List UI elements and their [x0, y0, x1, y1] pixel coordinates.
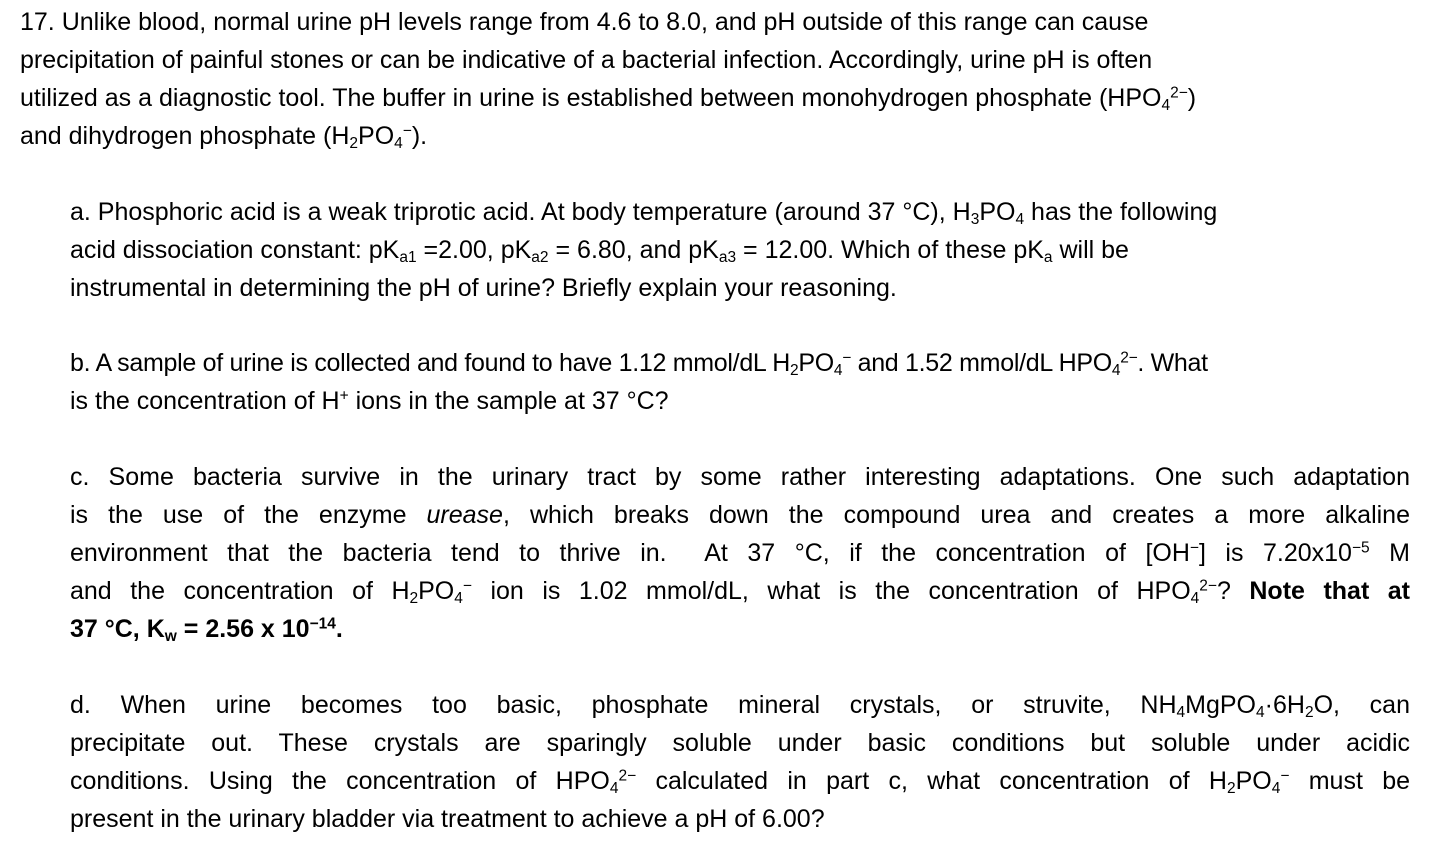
- part-b-line-2: is the concentration of H+ ions in the sample at 37 °C?: [70, 387, 669, 415]
- urease-term: urease: [426, 501, 503, 529]
- kw-bold: 37 °C, $K_w = 2.56$ x $10^{-14}$.: [70, 615, 343, 645]
- part-c-line-5: [70, 610, 1410, 648]
- part-c: [70, 458, 1410, 648]
- part-d-line-1: d. When urine becomes too basic, phosphate mineral crystals, or struvite, $NH_4MgPO_4\cdot 6H_2O$, can: [70, 691, 1410, 721]
- intro-line-1-text: Unlike blood, normal urine pH levels range from 4.6 to 8.0, and pH outside of this range can cause: [61, 8, 1149, 36]
- intro-line-1: [20, 3, 1410, 41]
- part-c-line-3: environment that the bacteria tend to thrive in. At 37 °C, if the concentration of [OH−] is $7.20x10^{-5}$ M: [70, 539, 1410, 567]
- question-number: 17.: [20, 8, 55, 36]
- part-d-line-2: precipitate out. These crystals are sparingly soluble under basic conditions but soluble under acidic: [70, 729, 1410, 757]
- part-a-line-3: instrumental in determining the pH of urine? Briefly explain your reasoning.: [70, 274, 897, 302]
- part-d-line-4: present in the urinary bladder via treatment to achieve a pH of 6.00?: [70, 805, 825, 833]
- part-a-line-2: acid dissociation constant: $pK_{a1} =2.00$, $pK_{a2} = 6.80$, and $pK_{a3} = 12.00$. Which of these $pK_a$ will be: [70, 236, 1129, 266]
- intro-line-4: and dihydrogen phosphate $(H_2PO_4^-)$.: [20, 122, 428, 152]
- question-intro: [20, 3, 1410, 155]
- part-d-line-3: conditions. Using the concentration of $HPO_4^{2-}$ calculated in part c, what concentration of $H_2PO_4^-$ must be: [70, 767, 1410, 797]
- part-b: [70, 344, 1410, 420]
- part-c-line-2: is the use of the enzyme urease, which breaks down the compound urea and creates a more alkaline: [70, 501, 1410, 529]
- part-a: [70, 193, 1410, 307]
- part-c-line-1: c. Some bacteria survive in the urinary tract by some rather interesting adaptations. One such adaptation: [70, 463, 1410, 491]
- part-d: [70, 686, 1410, 838]
- part-c-line-4: and the concentration of $H_2PO_4^-$ ion is 1.02 mmol/dL, what is the concentration of $HPO_4^{2-}$? Note that at: [70, 577, 1410, 607]
- intro-line-3: utilized as a diagnostic tool. The buffer in urine is established between monohydrogen phosphate $(HPO_4^{2-})$: [20, 84, 1197, 114]
- note-bold: Note that at: [1249, 577, 1410, 605]
- intro-line-2: precipitation of painful stones or can be indicative of a bacterial infection. Accordingly, urine pH is often: [20, 46, 1153, 74]
- part-b-line-1: b. A sample of urine is collected and found to have 1.12 mmol/dL $H_2PO_4^-$ and 1.52 mmol/dL $HPO_4^{2-}$. What: [70, 349, 1208, 379]
- part-a-line-1: a. Phosphoric acid is a weak triprotic acid. At body temperature (around 37 °C), $H_3PO_4$ has the following: [70, 198, 1218, 228]
